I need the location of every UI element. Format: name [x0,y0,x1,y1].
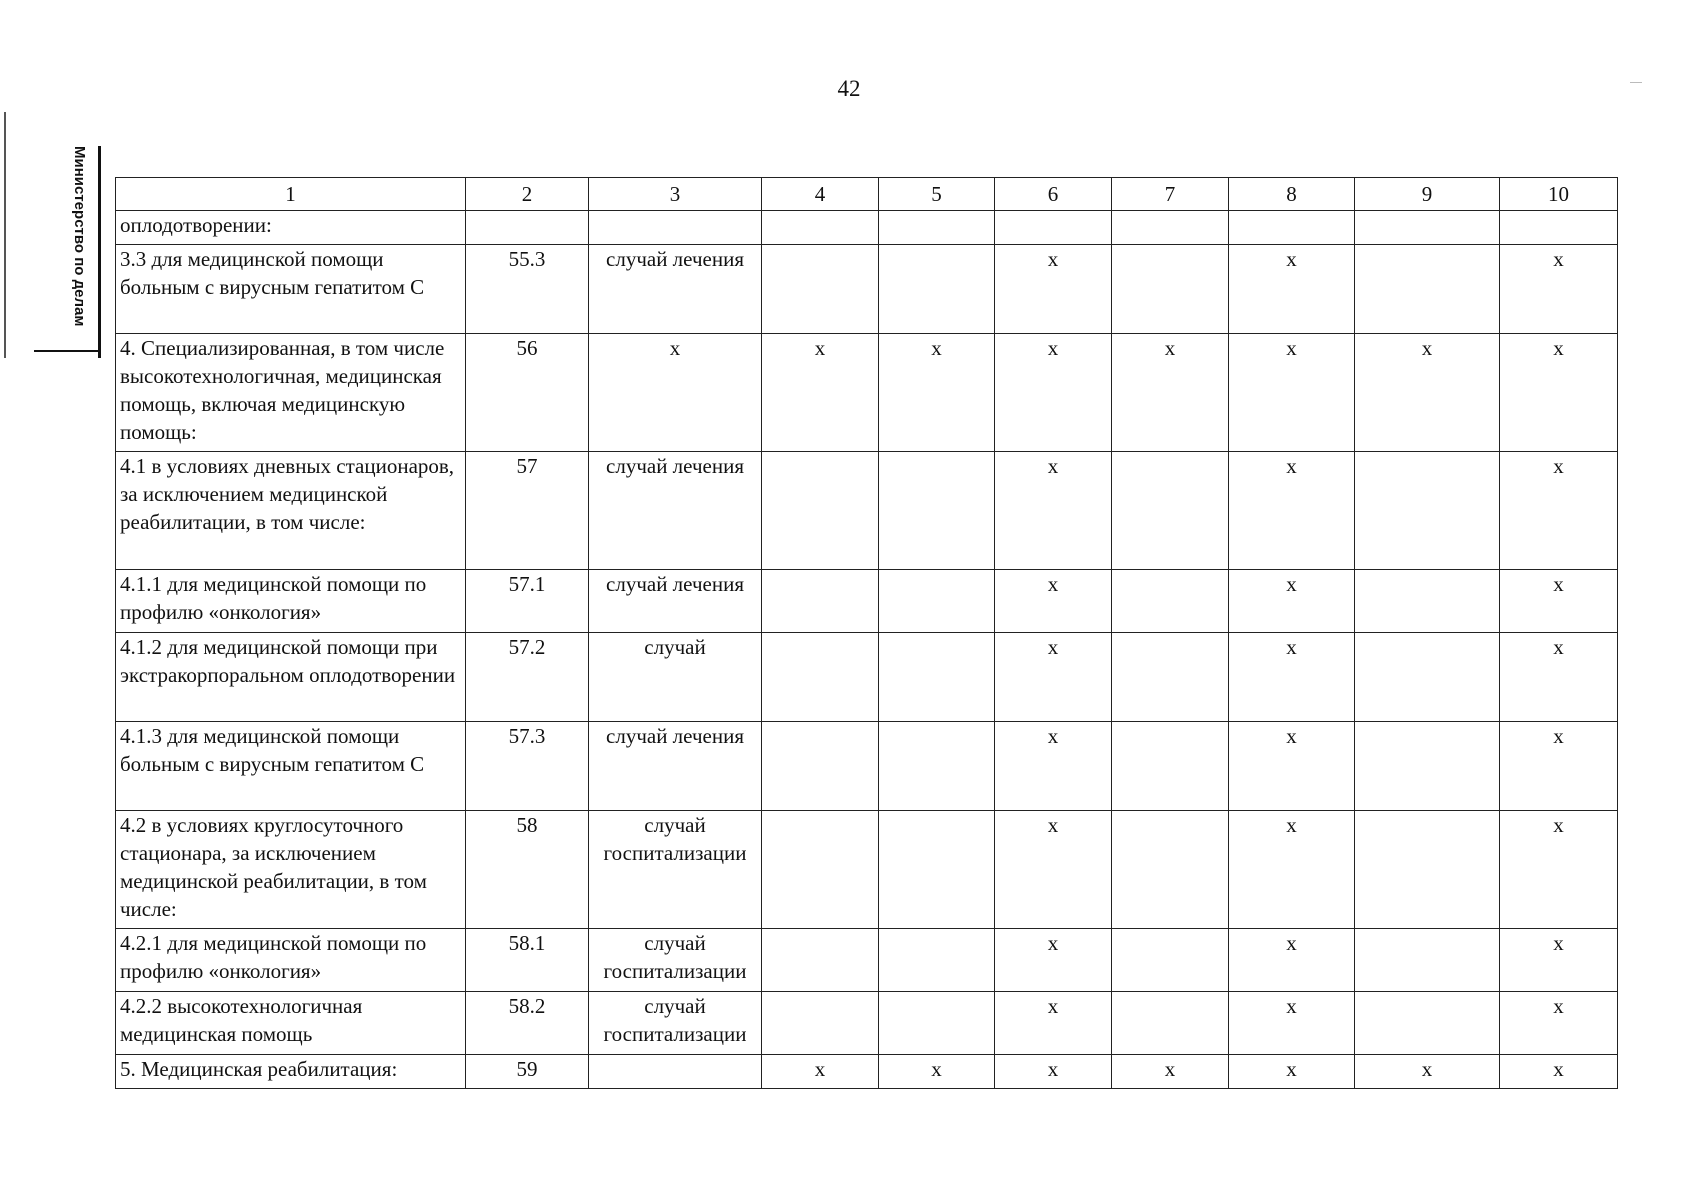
row-value-cell: x [1229,1055,1355,1089]
row-unit-cell: случай госпитализации [589,811,762,929]
row-unit-cell: случай госпитализации [589,929,762,992]
table-row [116,992,1618,1055]
row-name-cell: 4.1.3 для медицинской помощи больным с вирусным гепатитом С [116,722,466,811]
row-code-cell: 57.3 [466,722,589,811]
row-value-cell [1112,633,1229,722]
row-value-cell [762,452,879,570]
row-value-cell [1355,811,1500,929]
row-value-cell: x [1500,1055,1618,1089]
row-value-cell [1112,211,1229,245]
table-row [116,929,1618,992]
row-code-cell: 58 [466,811,589,929]
row-value-cell [1355,570,1500,633]
table-row [116,722,1618,811]
header-cell: 6 [995,178,1112,211]
row-value-cell: x [1229,633,1355,722]
row-code-cell: 56 [466,334,589,452]
row-value-cell [879,211,995,245]
side-stamp-text: Министерство по делам [71,146,88,327]
row-value-cell [995,211,1112,245]
row-name-cell: 3.3 для медицинской помощи больным с вирусным гепатитом С [116,245,466,334]
row-code-cell: 57.1 [466,570,589,633]
row-name-cell: 5. Медицинская реабилитация: [116,1055,466,1089]
table-row [116,334,1618,452]
row-value-cell: x [1229,992,1355,1055]
row-code-cell: 55.3 [466,245,589,334]
row-value-cell: x [995,570,1112,633]
row-value-cell [1355,245,1500,334]
header-cell: 7 [1112,178,1229,211]
row-value-cell [762,811,879,929]
row-value-cell: x [995,245,1112,334]
row-value-cell: x [1355,1055,1500,1089]
table-row [116,570,1618,633]
header-cell: 8 [1229,178,1355,211]
table-row [116,1055,1618,1089]
row-name-cell: 4.2.1 для медицинской помощи по профилю «онкология» [116,929,466,992]
row-code-cell: 58.2 [466,992,589,1055]
row-value-cell: x [1500,633,1618,722]
row-value-cell: x [879,1055,995,1089]
stamp-bottom-line [34,350,100,352]
table-row [116,245,1618,334]
row-value-cell [1355,929,1500,992]
row-name-cell: 4.1 в условиях дневных стационаров, за исключением медицинской реабилитации, в том числе: [116,452,466,570]
row-value-cell [762,929,879,992]
row-value-cell [1355,633,1500,722]
row-value-cell: x [762,334,879,452]
row-value-cell [879,992,995,1055]
row-value-cell: x [995,452,1112,570]
row-value-cell [879,633,995,722]
row-unit-cell: x [589,334,762,452]
header-cell: 5 [879,178,995,211]
row-value-cell: x [995,1055,1112,1089]
row-value-cell: x [1229,245,1355,334]
row-unit-cell: случай лечения [589,245,762,334]
row-code-cell: 57 [466,452,589,570]
row-value-cell: x [879,334,995,452]
row-name-cell: 4.2.2 высокотехнологичная медицинская помощь [116,992,466,1055]
row-value-cell: x [1112,334,1229,452]
row-value-cell [1112,811,1229,929]
row-value-cell: x [1229,811,1355,929]
page-number: 42 [837,76,861,101]
row-value-cell [1355,722,1500,811]
row-value-cell [762,245,879,334]
corner-mark [1630,82,1642,83]
row-unit-cell: случай [589,633,762,722]
row-value-cell: x [1229,570,1355,633]
row-value-cell [1500,211,1618,245]
row-value-cell [879,452,995,570]
table-header-row [116,178,1618,211]
data-table [115,177,1618,1089]
row-name-cell: 4. Специализированная, в том числе высокотехнологичная, медицинская помощь, включая медицинскую помощь: [116,334,466,452]
row-value-cell [762,570,879,633]
header-cell: 3 [589,178,762,211]
row-value-cell: x [995,992,1112,1055]
row-code-cell: 58.1 [466,929,589,992]
table-row [116,633,1618,722]
row-value-cell: x [1500,929,1618,992]
table-row [116,811,1618,929]
row-value-cell: x [1500,334,1618,452]
row-value-cell: x [1500,992,1618,1055]
row-value-cell: x [762,1055,879,1089]
side-stamp [62,146,101,358]
row-value-cell [1355,211,1500,245]
row-value-cell [879,245,995,334]
row-value-cell: x [1229,929,1355,992]
row-value-cell [1112,929,1229,992]
header-cell: 2 [466,178,589,211]
row-value-cell [1112,452,1229,570]
row-value-cell: x [1229,722,1355,811]
row-code-cell: 57.2 [466,633,589,722]
table-row [116,211,1618,245]
row-value-cell [762,633,879,722]
row-value-cell [762,992,879,1055]
row-unit-cell [589,1055,762,1089]
row-code-cell [466,211,589,245]
stamp-divider-line [4,112,6,358]
header-cell: 4 [762,178,879,211]
row-unit-cell [589,211,762,245]
row-value-cell: x [995,811,1112,929]
row-value-cell: x [995,633,1112,722]
row-unit-cell: случай лечения [589,452,762,570]
row-value-cell [1112,245,1229,334]
row-value-cell [879,570,995,633]
row-name-cell: 4.2 в условиях круглосуточного стационара, за исключением медицинской реабилитации, в том числе: [116,811,466,929]
row-value-cell [762,722,879,811]
row-value-cell: x [1355,334,1500,452]
row-name-cell: 4.1.2 для медицинской помощи при экстракорпоральном оплодотворении [116,633,466,722]
row-value-cell: x [995,334,1112,452]
row-value-cell [879,929,995,992]
row-name-cell: оплодотворении: [116,211,466,245]
row-value-cell: x [1229,334,1355,452]
row-value-cell: x [1500,722,1618,811]
row-value-cell [1112,722,1229,811]
row-value-cell [879,722,995,811]
row-unit-cell: случай лечения [589,570,762,633]
row-value-cell: x [1500,570,1618,633]
row-value-cell [879,811,995,929]
row-value-cell [1229,211,1355,245]
row-value-cell: x [1500,811,1618,929]
row-value-cell: x [1112,1055,1229,1089]
row-value-cell [1355,992,1500,1055]
row-value-cell [1112,570,1229,633]
row-value-cell: x [1229,452,1355,570]
row-value-cell: x [995,929,1112,992]
row-value-cell: x [1500,245,1618,334]
row-value-cell: x [1500,452,1618,570]
row-value-cell [762,211,879,245]
header-cell: 1 [116,178,466,211]
row-unit-cell: случай госпитализации [589,992,762,1055]
header-cell: 9 [1355,178,1500,211]
row-code-cell: 59 [466,1055,589,1089]
row-value-cell: x [995,722,1112,811]
row-value-cell [1355,452,1500,570]
row-unit-cell: случай лечения [589,722,762,811]
header-cell: 10 [1500,178,1618,211]
row-name-cell: 4.1.1 для медицинской помощи по профилю «онкология» [116,570,466,633]
row-value-cell [1112,992,1229,1055]
table-row [116,452,1618,570]
